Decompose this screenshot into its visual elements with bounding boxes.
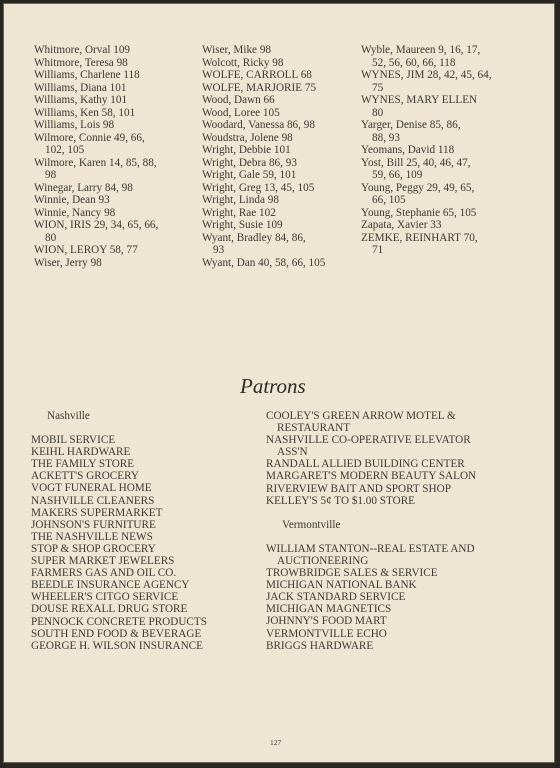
patron-entry: MARGARET'S MODERN BEAUTY SALON <box>266 470 477 483</box>
index-entry: Young, Stephanie 65, 105 <box>361 206 477 219</box>
index-entry: WOLFE, CARROLL 68 <box>202 69 312 81</box>
index-entry: Winnie, Nancy 98 <box>34 206 116 219</box>
index-entry: Wiser, Mike 98 <box>202 44 272 56</box>
patron-entry: WHEELER'S CITGO SERVICE <box>31 591 179 604</box>
index-entry: Whitmore, Teresa 98 <box>34 56 128 69</box>
patron-entry: VOGT FUNERAL HOME <box>31 482 152 495</box>
index-entry: WYNES, MARY ELLEN <box>361 94 478 106</box>
index-entry: Wright, Gale 59, 101 <box>202 169 297 181</box>
index-entry: ZEMKE, REINHART 70, <box>361 231 478 244</box>
yearbook-page <box>3 3 555 763</box>
index-entry: Zapata, Xavier 33 <box>361 219 442 231</box>
patron-entry: MOBIL SERVICE <box>31 434 116 447</box>
town-heading-vermontville: Vermontville <box>282 518 341 531</box>
patron-entry: SUPER MARKET JEWELERS <box>31 555 175 568</box>
index-entry-continuation: 80 <box>45 231 57 244</box>
patron-entry: RANDALL ALLIED BUILDING CENTER <box>266 458 465 471</box>
patron-entry: WILLIAM STANTON--REAL ESTATE AND <box>266 542 475 555</box>
index-column-3 <box>361 44 492 257</box>
town-heading-nashville: Nashville <box>47 410 90 422</box>
patron-entry: COOLEY'S GREEN ARROW MOTEL & <box>266 410 456 422</box>
index-entry: Wright, Linda 98 <box>202 194 279 206</box>
index-entry: Yost, Bill 25, 40, 46, 47, <box>361 156 471 169</box>
index-entry: Woudstra, Jolene 98 <box>202 131 293 144</box>
index-entry: WOLFE, MARJORIE 75 <box>202 81 317 94</box>
index-entry: Wood, Loree 105 <box>202 106 280 119</box>
index-entry-continuation: 52, 56, 60, 66, 118 <box>372 56 456 69</box>
index-entry-continuation: 75 <box>372 81 384 94</box>
index-entry: Wilmore, Karen 14, 85, 88, <box>34 156 157 169</box>
index-entry: Wyant, Dan 40, 58, 66, 105 <box>202 256 326 269</box>
index-entry: Wright, Debbie 101 <box>202 144 291 156</box>
patron-entry: DOUSE REXALL DRUG STORE <box>31 603 188 616</box>
page-number: 127 <box>270 738 282 747</box>
index-entry: Yeomans, David 118 <box>361 144 455 156</box>
index-entry: Williams, Kathy 101 <box>34 94 128 106</box>
patron-entry: SOUTH END FOOD & BEVERAGE <box>31 627 202 640</box>
index-entry: WION, IRIS 29, 34, 65, 66, <box>34 219 159 231</box>
patron-entry: THE NASHVILLE NEWS <box>31 530 153 543</box>
index-entry: Williams, Diana 101 <box>34 81 127 94</box>
patron-entry: KELLEY'S 5¢ TO $1.00 STORE <box>266 494 416 507</box>
patron-entry: VERMONTVILLE ECHO <box>266 627 387 640</box>
index-column-1 <box>34 44 158 269</box>
index-entry-continuation: 102, 105 <box>45 144 85 156</box>
patron-entry: BEEDLE INSURANCE AGENCY <box>31 579 190 592</box>
patron-entry-continuation: ASS'N <box>277 446 308 459</box>
index-entry: Wyant, Bradley 84, 86, <box>202 231 306 244</box>
index-entry-continuation: 71 <box>372 244 384 256</box>
index-entry-continuation: 80 <box>372 106 384 119</box>
index-column-2 <box>202 44 325 269</box>
index-entry: Whitmore, Orval 109 <box>34 44 131 56</box>
index-entry: Wright, Greg 13, 45, 105 <box>202 181 315 194</box>
patron-entry-continuation: AUCTIONEERING <box>277 554 369 567</box>
index-entry: Wiser, Jerry 98 <box>34 256 102 269</box>
index-entry: Wilmore, Connie 49, 66, <box>34 131 145 144</box>
index-entry: Woodard, Vanessa 86, 98 <box>202 119 315 131</box>
patron-entry: THE FAMILY STORE <box>31 458 135 471</box>
patrons-heading: Patrons <box>240 374 306 398</box>
index-entry: Wright, Rae 102 <box>202 206 276 219</box>
patrons-column-left <box>31 410 207 652</box>
patron-entry: BRIGGS HARDWARE <box>266 639 374 652</box>
patron-entry: NASHVILLE CLEANERS <box>31 494 155 507</box>
patron-entry: MICHIGAN MAGNETICS <box>266 603 392 616</box>
index-entry: Williams, Charlene 118 <box>34 69 140 81</box>
patron-entry: JOHNSON'S FURNITURE <box>31 518 156 531</box>
index-entry: Young, Peggy 29, 49, 65, <box>361 181 475 194</box>
patron-entry: KEIHL HARDWARE <box>31 446 131 459</box>
index-entry: Winnie, Dean 93 <box>34 194 110 206</box>
index-entry: WION, LEROY 58, 77 <box>34 244 138 256</box>
patron-entry: TROWBRIDGE SALES & SERVICE <box>266 567 438 580</box>
patron-entry: FARMERS GAS AND OIL CO. <box>31 567 177 580</box>
index-entry: Wyble, Maureen 9, 16, 17, <box>361 44 481 56</box>
index-entry: Wright, Debra 86, 93 <box>202 156 297 169</box>
index-entry: Williams, Lois 98 <box>34 119 115 131</box>
patrons-column-right <box>266 410 476 652</box>
patron-entry: RIVERVIEW BAIT AND SPORT SHOP <box>266 482 451 495</box>
index-entry: Williams, Ken 58, 101 <box>34 106 136 119</box>
index-entry: Wright, Susie 109 <box>202 219 283 231</box>
index-entry: Winegar, Larry 84, 98 <box>34 181 133 194</box>
patron-entry: STOP & SHOP GROCERY <box>31 542 156 555</box>
patron-entry: MICHIGAN NATIONAL BANK <box>266 579 417 592</box>
patron-entry: NASHVILLE CO-OPERATIVE ELEVATOR <box>266 434 471 447</box>
index-entry: Wolcott, Ricky 98 <box>202 56 284 69</box>
index-entry: WYNES, JIM 28, 42, 45, 64, <box>361 69 492 81</box>
patron-entry: GEORGE H. WILSON INSURANCE <box>31 639 203 652</box>
patron-entry-continuation: RESTAURANT <box>277 422 351 435</box>
patron-entry: JACK STANDARD SERVICE <box>266 591 406 604</box>
index-entry-continuation: 93 <box>213 244 225 256</box>
patron-entry: ACKETT'S GROCERY <box>31 470 139 483</box>
index-entry-continuation: 59, 66, 109 <box>372 169 423 181</box>
index-entry: Yarger, Denise 85, 86, <box>361 119 461 131</box>
patron-entry: PENNOCK CONCRETE PRODUCTS <box>31 615 207 628</box>
index-entry: Wood, Dawn 66 <box>202 94 275 106</box>
index-entry-continuation: 88, 93 <box>372 131 400 144</box>
patron-entry: MAKERS SUPERMARKET <box>31 506 163 519</box>
patron-entry: JOHNNY'S FOOD MART <box>266 615 387 628</box>
index-entry-continuation: 98 <box>45 169 57 181</box>
index-entry-continuation: 66, 105 <box>372 194 406 206</box>
